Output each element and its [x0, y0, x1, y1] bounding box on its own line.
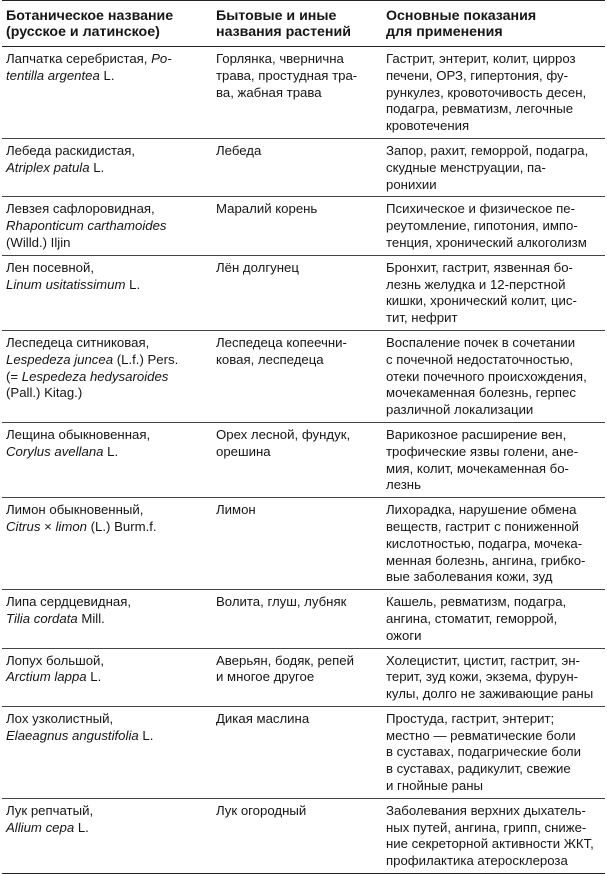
- indication-line: Запор, рахит, геморрой, подагра,: [386, 142, 589, 158]
- latin-name-text: Po-: [151, 51, 172, 66]
- name-text: Лапчатка серебристая,: [6, 51, 152, 66]
- name-text: Mill.: [77, 610, 105, 626]
- header-line: Основные показания: [386, 8, 537, 24]
- common-names-cell: [210, 422, 380, 497]
- name-text: (Pall.) Kitag.): [6, 385, 83, 401]
- indication-line: реутомление, гипотония, импо-: [386, 218, 578, 234]
- botanical-name-line: [6, 820, 204, 837]
- botanical-name-cell: [2, 255, 210, 330]
- table-row: [2, 798, 605, 873]
- name-text: (L.f.) Pers.: [113, 351, 179, 367]
- indication-line: в суставах, радикулит, свежие: [386, 761, 571, 777]
- common-name-line: Лебеда: [216, 142, 262, 158]
- indication-line: ных путей, ангина, грипп, сниже-: [386, 819, 587, 835]
- indication-line: тенция, хронический алкоголизм: [386, 234, 587, 250]
- latin-name-text: Elaeagnus angustifolia: [6, 727, 139, 743]
- botanical-name-cell: [2, 422, 210, 497]
- indication-line: кишки, хронический колит, цис-: [386, 293, 577, 309]
- common-names-cell: [210, 498, 380, 590]
- botanical-name-line: [6, 218, 204, 235]
- indications-cell: [380, 330, 605, 422]
- name-text: (L.) Burm.f.: [86, 518, 157, 534]
- indication-line: местно — ревматические боли: [386, 727, 576, 743]
- latin-name-text: Linum usitatissimum: [6, 276, 126, 292]
- indication-line: печени, ОРЗ, гипертония, фу-: [386, 67, 569, 83]
- header-line: для применения: [386, 24, 503, 40]
- header-botanical-name: [2, 1, 210, 47]
- name-text: (Willd.) Iljin: [6, 234, 71, 250]
- indication-line: кровотечения: [386, 118, 470, 134]
- indication-line: лезнь: [386, 477, 421, 493]
- table-row: [2, 47, 605, 139]
- latin-name-text: Lespedeza hedysaroides: [21, 368, 169, 384]
- latin-name-text: tentilla argentea: [6, 67, 100, 83]
- name-text: (=: [6, 368, 22, 384]
- name-text: Лещина обыкновенная,: [6, 426, 151, 442]
- botanical-name-cell: [2, 330, 210, 422]
- indication-line: мочекаменная болезнь, герпес: [386, 385, 576, 401]
- indication-line: с почечной недостаточностью,: [386, 351, 574, 367]
- indication-line: и гнойные раны: [386, 778, 484, 794]
- latin-name-text: Citrus: [6, 518, 41, 534]
- latin-name-text: Allium cepa: [6, 819, 75, 835]
- name-text: L.: [103, 443, 119, 459]
- name-text: Лимон обыкновенный,: [6, 502, 144, 518]
- indication-line: подагра, ревматизм, легочные: [386, 101, 574, 117]
- botanical-name-line: [6, 728, 204, 745]
- common-name-line: Лук огородный: [216, 802, 307, 818]
- indication-line: трофические язвы голени, ане-: [386, 443, 579, 459]
- latin-name-text: Atriplex patula: [6, 159, 90, 175]
- indication-line: терит, зуд кожи, экзема, фурун-: [386, 669, 579, 685]
- common-name-line: Лён долгунец: [216, 259, 299, 275]
- common-names-cell: [210, 648, 380, 706]
- common-names-cell: [210, 47, 380, 139]
- indications-cell: [380, 47, 605, 139]
- header-line: (русское и латинское): [6, 24, 160, 40]
- botanical-name-line: [6, 385, 204, 402]
- name-text: Липа сердцевидная,: [6, 594, 132, 610]
- common-name-line: и многое другое: [216, 669, 315, 685]
- table-row: [2, 498, 605, 590]
- botanical-name-line: [6, 611, 204, 628]
- indication-line: Кашель, ревматизм, подагра,: [386, 594, 567, 610]
- header-line: Ботаническое название: [6, 8, 174, 24]
- common-name-line: ковая, леспедеца: [216, 351, 324, 367]
- latin-name-text: limon: [55, 518, 87, 534]
- botanical-name-line: [6, 502, 204, 519]
- header-line: названия растений: [216, 24, 351, 40]
- common-name-line: ва, жабная трава: [216, 84, 322, 100]
- common-names-cell: [210, 197, 380, 255]
- name-text: ×: [40, 518, 56, 534]
- indication-line: Воспаление почек в сочетании: [386, 334, 576, 350]
- name-text: Левзея сафлоровидная,: [6, 201, 155, 217]
- common-name-line: Орех лесной, фундук,: [216, 426, 351, 442]
- indication-line: Холецистит, цистит, гастрит, эн-: [386, 652, 580, 668]
- indication-line: ожоги: [386, 627, 422, 643]
- botanical-name-line: [6, 519, 204, 536]
- table-row: [2, 330, 605, 422]
- common-name-line: орешина: [216, 443, 271, 459]
- botanical-name-line: [6, 51, 204, 68]
- botanical-name-line: [6, 160, 204, 177]
- indication-line: Бронхит, гастрит, язвенная бо-: [386, 259, 573, 275]
- latin-name-text: Arctium lappa: [6, 669, 87, 685]
- latin-name-text: Tilia cordata: [6, 610, 78, 626]
- latin-name-text: Corylus avellana: [6, 443, 104, 459]
- botanical-name-line: [6, 803, 204, 820]
- common-names-cell: [210, 706, 380, 798]
- botanical-name-line: [6, 594, 204, 611]
- indication-line: веществ, гастрит с пониженной: [386, 518, 579, 534]
- indication-line: Простуда, гастрит, энтерит;: [386, 710, 555, 726]
- indications-cell: [380, 138, 605, 196]
- botanical-name-line: [6, 335, 204, 352]
- indication-line: скудные менструации, па-: [386, 159, 546, 175]
- botanical-name-cell: [2, 138, 210, 196]
- common-name-line: трава, простудная тра-: [216, 67, 358, 83]
- table-row: [2, 138, 605, 196]
- botanical-name-cell: [2, 706, 210, 798]
- latin-name-text: Lespedeza juncea: [6, 351, 114, 367]
- botanical-name-line: [6, 427, 204, 444]
- table-row: [2, 590, 605, 648]
- table-row: [2, 197, 605, 255]
- common-names-cell: [210, 590, 380, 648]
- botanical-name-cell: [2, 47, 210, 139]
- indications-cell: [380, 706, 605, 798]
- indication-line: ние секреторной активности ЖКТ,: [386, 836, 594, 852]
- plants-table: [2, 0, 605, 874]
- name-text: Лен посевной,: [6, 259, 94, 275]
- common-name-line: Лимон: [216, 502, 256, 518]
- indications-cell: [380, 498, 605, 590]
- botanical-name-line: [6, 369, 204, 386]
- indication-line: тит, нефрит: [386, 310, 458, 326]
- indication-line: ангина, стоматит, геморрой,: [386, 610, 558, 626]
- common-names-cell: [210, 138, 380, 196]
- botanical-name-cell: [2, 648, 210, 706]
- botanical-name-line: [6, 235, 204, 252]
- botanical-name-cell: [2, 798, 210, 873]
- indication-line: отеки почечного происхождения,: [386, 368, 587, 384]
- common-name-line: Дикая маслина: [216, 710, 310, 726]
- indication-line: Заболевания верхних дыхатель-: [386, 802, 586, 818]
- botanical-name-line: [6, 711, 204, 728]
- indication-line: лезнь желудка и 12-перстной: [386, 276, 566, 292]
- name-text: Лебеда раскидистая,: [6, 142, 136, 158]
- botanical-name-line: [6, 143, 204, 160]
- header-row: [2, 1, 605, 47]
- indication-line: кулы, долго не заживающие раны: [386, 686, 594, 702]
- indication-line: в суставах, подагрические боли: [386, 744, 581, 760]
- indication-line: вые заболевания кожи, зуд: [386, 569, 553, 585]
- name-text: L.: [89, 159, 105, 175]
- name-text: Лопух большой,: [6, 652, 105, 668]
- botanical-name-cell: [2, 498, 210, 590]
- table-row: [2, 255, 605, 330]
- header-common-names: [210, 1, 380, 47]
- botanical-name-cell: [2, 197, 210, 255]
- botanical-name-line: [6, 68, 204, 85]
- table-row: [2, 422, 605, 497]
- indication-line: Психическое и физическое пе-: [386, 201, 576, 217]
- indication-line: рункулез, кровоточивость десен,: [386, 84, 587, 100]
- common-name-line: Волита, глуш, лубняк: [216, 594, 347, 610]
- botanical-name-line: [6, 444, 204, 461]
- name-text: Лох узколистный,: [6, 710, 114, 726]
- botanical-name-line: [6, 277, 204, 294]
- table-row: [2, 648, 605, 706]
- indications-cell: [380, 197, 605, 255]
- table-header: [2, 1, 605, 47]
- indications-cell: [380, 255, 605, 330]
- table-row: [2, 706, 605, 798]
- name-text: Леспедеца ситниковая,: [6, 334, 150, 350]
- header-indications: [380, 1, 605, 47]
- indication-line: различной локализации: [386, 402, 534, 418]
- botanical-name-line: [6, 669, 204, 686]
- name-text: L.: [74, 819, 89, 835]
- common-name-line: Горлянка, чвернична: [216, 51, 344, 66]
- common-name-line: Аверьян, бодяк, репей: [216, 652, 354, 668]
- name-text: L.: [138, 727, 154, 743]
- common-name-line: Леспедеца копеечни-: [216, 334, 347, 350]
- header-line: Бытовые и иные: [216, 8, 337, 24]
- indication-line: менная болезнь, ангина, грибко-: [386, 552, 586, 568]
- indication-line: Лихорадка, нарушение обмена: [386, 502, 577, 518]
- botanical-name-line: [6, 653, 204, 670]
- botanical-name-line: [6, 352, 204, 369]
- indications-cell: [380, 590, 605, 648]
- name-text: L.: [86, 669, 102, 685]
- table-body: [2, 47, 605, 874]
- common-names-cell: [210, 255, 380, 330]
- name-text: L.: [125, 276, 141, 292]
- name-text: Лук репчатый,: [6, 802, 94, 818]
- latin-name-text: Rhaponticum carthamoides: [6, 218, 167, 234]
- indication-line: мия, колит, мочекаменная бо-: [386, 460, 569, 476]
- botanical-name-line: [6, 201, 204, 218]
- indication-line: профилактика атеросклероза: [386, 853, 568, 869]
- common-names-cell: [210, 330, 380, 422]
- botanical-name-cell: [2, 590, 210, 648]
- common-names-cell: [210, 798, 380, 873]
- botanical-name-line: [6, 260, 204, 277]
- indication-line: Гастрит, энтерит, колит, цирроз: [386, 51, 576, 66]
- indication-line: Варикозное расширение вен,: [386, 426, 567, 442]
- indication-line: кислотностью, подагра, мочека-: [386, 535, 583, 551]
- indication-line: ронихии: [386, 176, 437, 192]
- indications-cell: [380, 648, 605, 706]
- common-name-line: Маралий корень: [216, 201, 318, 217]
- indications-cell: [380, 798, 605, 873]
- indications-cell: [380, 422, 605, 497]
- name-text: L.: [99, 67, 115, 83]
